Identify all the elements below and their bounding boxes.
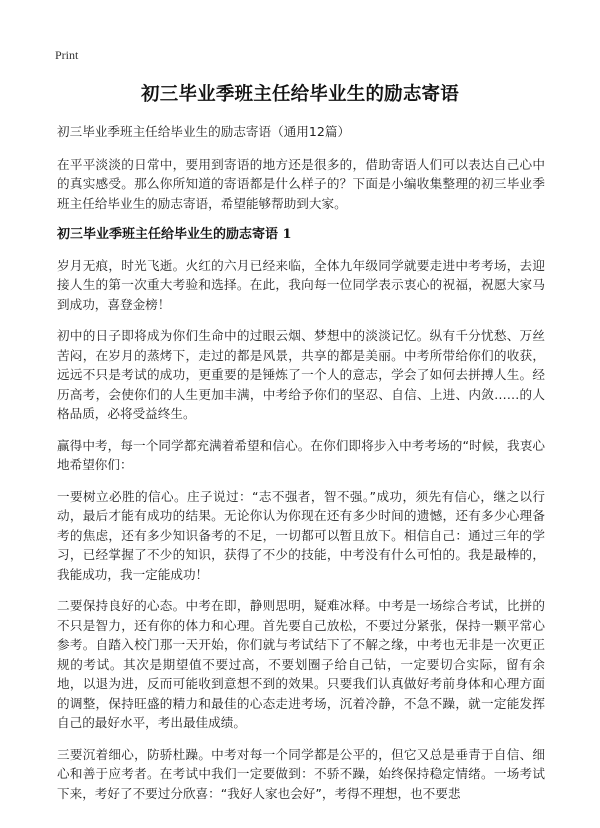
- article-body: [57, 122, 545, 815]
- body-paragraph: 赢得中考，每一个同学都充满着希望和信心。在你们即将步入中考考场的“时候，我衷心地希望你们：: [57, 437, 545, 472]
- print-label: Print: [55, 48, 79, 62]
- body-paragraph: 初中的日子即将成为你们生命中的过眼云烟、梦想中的淡淡记忆。纵有千分忧愁、万丝苦闷，在岁月的蒸烤下，走过的都是风景，共享的都是美丽。中考所带给你们的收获，远远不只是考试的成功，更重要的是锤炼了一个人的意志，学会了如何去拼搏人生。经历高考，会使你们的人生更加丰满，中考给予你们的坚忍、自信、上进、内敛……的人格品质，必将受益终生。: [57, 328, 545, 421]
- page-title: 初三毕业季班主任给毕业生的励志寄语: [141, 84, 459, 105]
- article-subtitle: 初三毕业季班主任给毕业生的励志寄语（通用12篇）: [57, 124, 351, 139]
- section-heading: 初三毕业季班主任给毕业生的励志寄语 1: [57, 227, 292, 242]
- body-paragraph: 岁月无痕，时光飞逝。火红的六月已经来临，全体九年级同学就要走进中考考场，去迎接人生的第一次重大考验和选择。在此，我向每一位同学表示衷心的祝福，祝愿大家马到成功，喜登金榜！: [57, 257, 545, 312]
- intro-paragraph: 在平平淡淡的日常中，要用到寄语的地方还是很多的，借助寄语人们可以表达自己心中的真实感受。那么你所知道的寄语都是什么样子的？下面是小编收集整理的初三毕业季班主任给毕业生的励志寄语，希望能够帮助到大家。: [57, 156, 545, 211]
- body-paragraph: 二要保持良好的心态。中考在即，静则思明，疑难冰释。中考是一场综合考试，比拼的不只是智力，还有你的体力和心理。首先要自己放松，不要过分紧张，保持一颗平常心参考。自踏入校门那一天开始，你们就与考试结下了不解之缘，中考也无非是一次更正规的考试。其次是期望值不要过高，不要划圈子给自己钻，一定要切合实际，留有余地，以退为进，反而可能收到意想不到的效果。只要我们认真做好考前身体和心理方面的调整，保持旺盛的精力和最佳的心态走进考场，沉着冷静，不急不躁，就一定能发挥自己的最好水平，考出最佳成绩。: [57, 598, 545, 730]
- body-paragraph: 三要沉着细心，防骄杜躁。中考对每一个同学都是公平的，但它又总是垂青于自信、细心和善于应考者。在考试中我们一定要做到：不骄不躁，始终保持稳定情绪。一场考试下来，考好了不要过分欣喜：“我好人家也会好”，考得不理想，也不要悲: [57, 746, 545, 801]
- body-paragraph: 一要树立必胜的信心。庄子说过：“志不强者，智不强。”成功，须先有信心，继之以行动，最后才能有成功的结果。无论你认为你现在还有多少时间的遗憾，还有多少心理备考的焦虑，还有多少知识备考的不足，一切都可以暂且放下。相信自己：通过三年的学习，已经掌握了不少的知识，获得了不少的技能，中考没有什么可怕的。我是最棒的，我能成功，我一定能成功！: [57, 488, 545, 582]
